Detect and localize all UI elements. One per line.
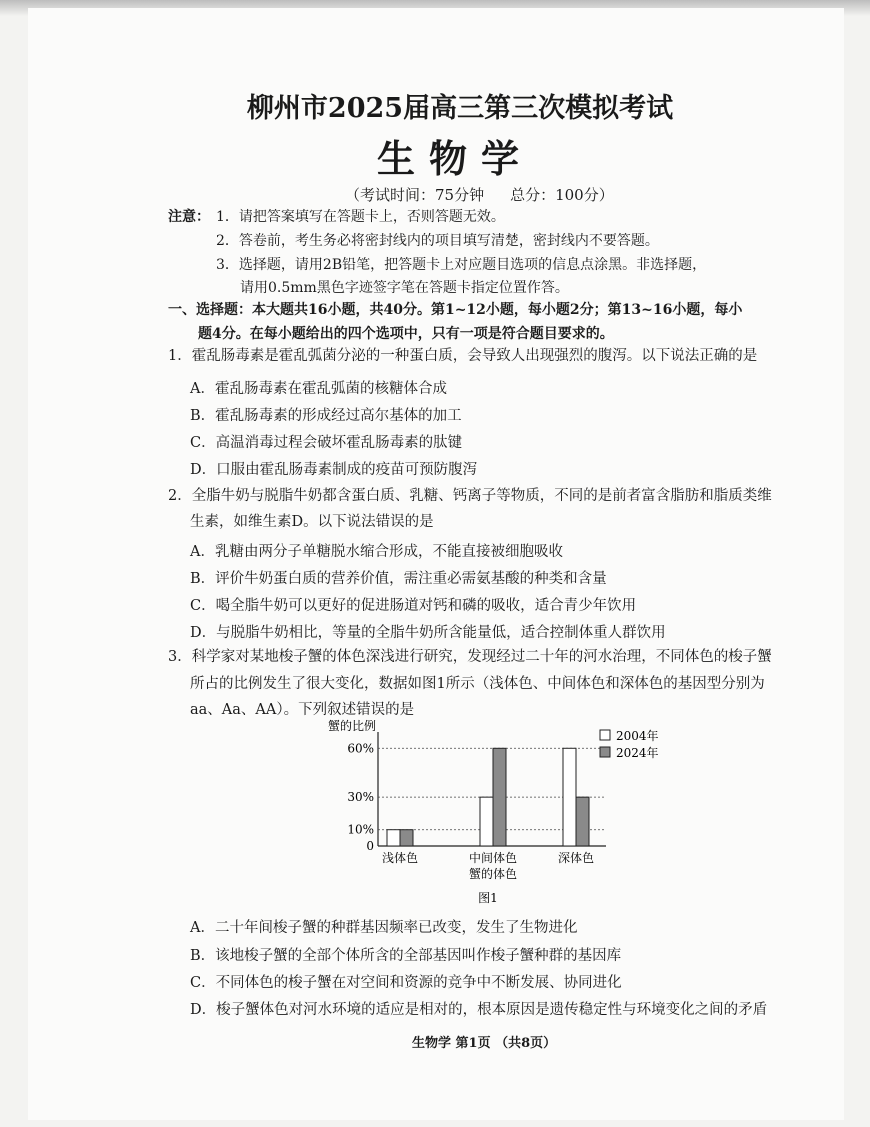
section-line-2: 题4分。在每小题给出的四个选项中，只有一项是符合题目要求的。 [198, 326, 614, 342]
q2-option-c: C．喝全脂牛奶可以更好的促进肠道对钙和磷的吸收，适合青少年饮用 [190, 598, 637, 614]
figure-1-bar-chart [300, 718, 700, 908]
q3-option-d: D．梭子蟹体色对河水环境的适应是相对的，根本原因是遗传稳定性与环境变化之间的矛盾 [190, 1002, 768, 1018]
q1-option-d: D．口服由霍乱肠毒素制成的疫苗可预防腹泻 [190, 462, 478, 478]
section-heading [168, 298, 818, 346]
q1-option-b: B．霍乱肠毒素的形成经过高尔基体的加工 [190, 408, 462, 424]
q1-stem: 1．霍乱肠毒素是霍乱弧菌分泌的一种蛋白质，会导致人出现强烈的腹泻。以下说法正确的是 [168, 348, 758, 364]
page-footer: 生物学 第1页 （共8页） [412, 1036, 557, 1051]
bar-2024-1 [493, 748, 506, 846]
q3-stem-2: 所占的比例发生了很大变化，数据如图1所示（浅体色、中间体色和深体色的基因型分别为 [190, 676, 765, 692]
q2-stem-1: 2．全脂牛奶与脱脂牛奶都含蛋白质、乳糖、钙离子等物质，不同的是前者富含脂肪和脂质类维 [168, 488, 772, 504]
bar-2024-0 [400, 830, 413, 846]
exam-info [345, 184, 640, 205]
q3-option-c: C．不同体色的梭子蟹在对空间和资源的竞争中不断发展、协同进化 [190, 975, 622, 991]
q3-option-b: B．该地梭子蟹的全部个体所含的全部基因叫作梭子蟹种群的基因库 [190, 948, 622, 964]
subject-title: 生物学 [376, 136, 533, 181]
q1-option-a: A．霍乱肠毒素在霍乱弧菌的核糖体合成 [190, 381, 447, 397]
q3-stem-3: aa、Aa、AA）。下列叙述错误的是 [190, 702, 415, 718]
bar-2004-0 [387, 830, 400, 846]
x-tick-label: 中间体色 [468, 851, 518, 865]
x-tick-label: 深体色 [557, 851, 595, 865]
q2-option-d: D．与脱脂牛奶相比，等量的全脂牛奶所含能量低，适合控制体重人群饮用 [190, 625, 666, 641]
note-1: 1．请把答案填写在答题卡上，否则答题无效。 [216, 209, 505, 225]
y-tick-label: 60% [347, 741, 374, 756]
note-2: 2．答卷前，考生务必将密封线内的项目填写清楚，密封线内不要答题。 [216, 233, 659, 249]
exam-title: 柳州市2025届高三第三次模拟考试 [246, 93, 674, 124]
legend-swatch [600, 747, 610, 757]
note-3: 3．选择题，请用2B铅笔，把答题卡上对应题目选项的信息点涂黑。非选择题， [216, 257, 707, 273]
legend-swatch [600, 730, 610, 740]
q3-stem-1: 3．科学家对某地梭子蟹的体色深浅进行研究，发现经过二十年的河水治理，不同体色的梭子蟹 [168, 649, 772, 665]
bar-2004-1 [480, 797, 493, 846]
q1-option-c: C．高温消毒过程会破坏霍乱肠毒素的肽键 [190, 435, 463, 451]
y-tick-label: 0 [366, 839, 374, 853]
y-tick-label: 10% [347, 822, 374, 837]
q3-option-a: A．二十年间梭子蟹的种群基因频率已改变，发生了生物进化 [190, 920, 578, 936]
q2-option-a: A．乳糖由两分子单糖脱水缩合形成，不能直接被细胞吸收 [190, 544, 563, 560]
x-axis-label: 蟹的体色 [468, 867, 518, 881]
y-tick-label: 30% [347, 790, 374, 805]
q2-stem-2: 生素，如维生素D。以下说法错误的是 [190, 514, 434, 530]
bar-2024-2 [576, 797, 589, 846]
legend-label: 2004年 [616, 729, 659, 743]
notes-label: 注意： [168, 209, 210, 225]
note-3-cont: 请用0.5mm黑色字迹签字笔在答题卡指定位置作答。 [240, 280, 569, 296]
x-tick-label: 浅体色 [381, 851, 419, 865]
section-line-1: 一、选择题：本大题共16小题，共40分。第1~12小题，每小题2分；第13~16小题，每小 [168, 302, 743, 318]
exam-score: 总分：100分） [510, 186, 614, 204]
q2-option-b: B．评价牛奶蛋白质的营养价值，需注重必需氨基酸的种类和含量 [190, 571, 607, 587]
bar-2004-2 [563, 748, 576, 846]
legend-label: 2024年 [616, 746, 659, 760]
exam-time: （考试时间：75分钟 [345, 186, 485, 204]
y-axis-label: 蟹的比例 [327, 719, 376, 733]
figure-caption: 图1 [478, 891, 498, 905]
